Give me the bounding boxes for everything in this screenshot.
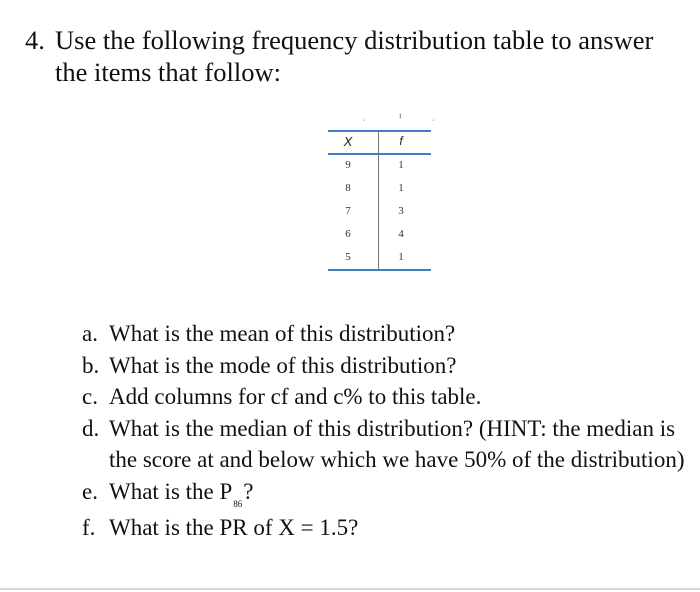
item-text: What is the PR of X = 1.5? — [109, 515, 359, 540]
cell-x: 5 — [345, 251, 351, 263]
cell-x: 7 — [345, 205, 351, 217]
table-top-rule — [328, 130, 431, 132]
frequency-table — [326, 108, 436, 288]
cell-f: 1 — [398, 159, 404, 171]
item-text: What is the median of this distribution? (HINT: the median is the score at and below which we have 50% of the distribution) — [109, 415, 685, 472]
question-text-line-1: Use the following frequency distribution table to answer — [55, 25, 654, 55]
table-row — [326, 182, 436, 204]
cell-f: 4 — [398, 228, 404, 240]
scan-artifact-mark: ͺ — [432, 111, 435, 121]
question-text-line-2: the items that follow: — [55, 57, 281, 87]
item-label: d. — [82, 415, 100, 441]
table-row — [326, 205, 436, 227]
list-item — [82, 476, 692, 513]
item-subscript: 86 — [233, 498, 243, 509]
item-label: b. — [82, 352, 100, 378]
scan-artifact-mark: ͺ — [363, 111, 366, 121]
item-label: a. — [82, 321, 98, 346]
cell-f: 1 — [398, 182, 404, 194]
item-text-after: ? — [243, 478, 254, 504]
table-row — [326, 228, 436, 250]
question-header — [25, 24, 685, 88]
item-label: c. — [82, 384, 98, 409]
table-bottom-rule — [328, 269, 431, 271]
list-item — [82, 350, 692, 382]
cell-x: 8 — [345, 182, 351, 194]
page-bottom-divider — [0, 588, 700, 590]
item-label: f. — [82, 515, 96, 540]
item-text: What is the mode of this distribution? — [109, 352, 457, 378]
list-item — [82, 318, 692, 350]
question-items-list — [82, 318, 692, 544]
cell-x: 6 — [345, 228, 351, 240]
table-header-rule — [328, 153, 431, 155]
list-item — [82, 381, 692, 413]
item-text: Add columns for cf and c% to this table. — [109, 384, 482, 409]
question-number: 4. — [25, 25, 45, 55]
column-header-f: f — [399, 134, 403, 148]
list-item — [82, 413, 692, 476]
item-text: What is the mean of this distribution? — [109, 321, 456, 346]
cell-f: 1 — [398, 251, 404, 263]
cell-x: 9 — [345, 159, 351, 171]
scan-artifact-mark: ı — [399, 110, 402, 120]
list-item — [82, 512, 692, 544]
table-row — [326, 159, 436, 181]
column-header-x: X — [343, 134, 353, 149]
item-label: e. — [82, 478, 98, 504]
cell-f: 3 — [398, 205, 404, 217]
item-text-before: What is the P — [109, 478, 233, 504]
